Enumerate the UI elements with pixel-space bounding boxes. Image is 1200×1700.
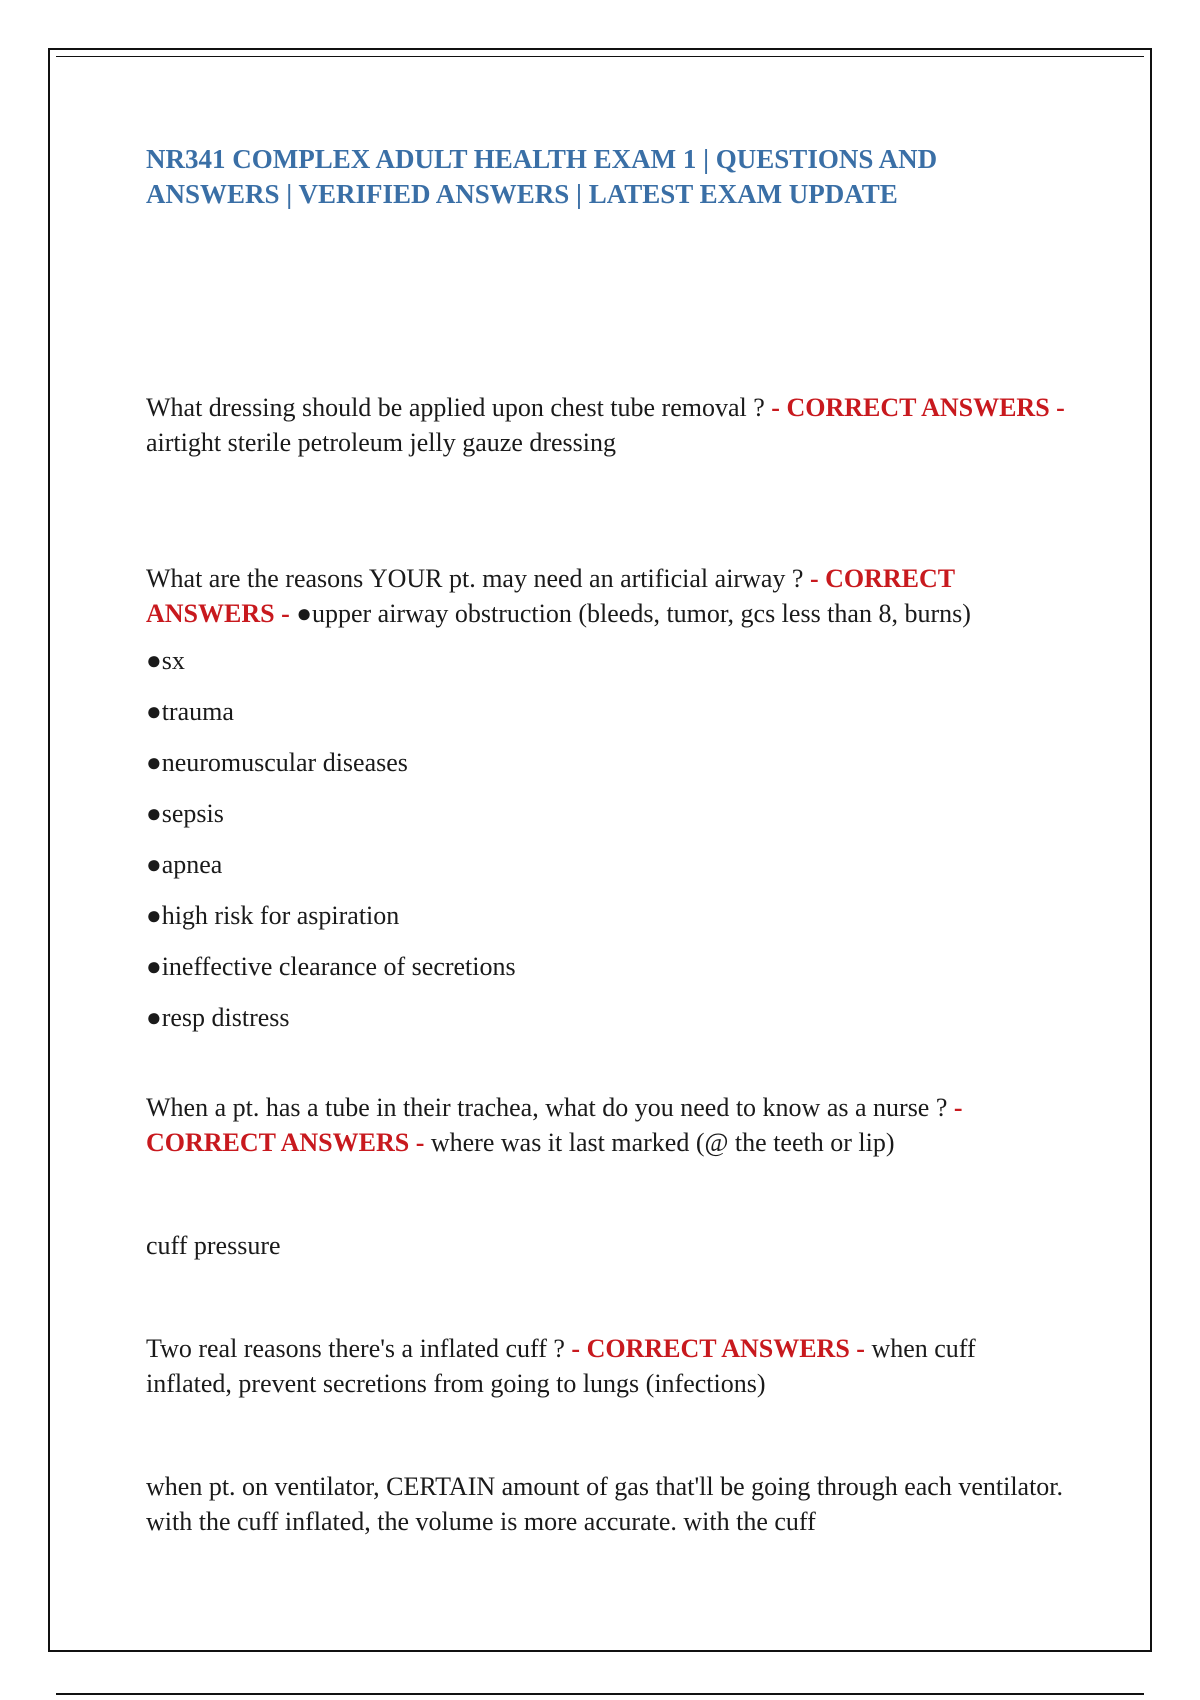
list-item: ●ineffective clearance of secretions	[146, 952, 516, 981]
qa-item-inflated-cuff	[146, 1331, 1066, 1401]
list-item: ●high risk for aspiration	[146, 901, 400, 930]
correct-answers-marker: - CORRECT ANSWERS -	[146, 1093, 963, 1157]
question-text: What dressing should be applied upon chest tube removal ?	[146, 393, 765, 422]
document-content	[146, 142, 1066, 1565]
correct-answers-marker: - CORRECT ANSWERS -	[771, 393, 1065, 422]
answer-text: where was it last marked (@ the teeth or lip)	[430, 1128, 895, 1157]
top-rule	[56, 56, 1144, 57]
correct-answers-marker: - CORRECT ANSWERS -	[146, 564, 955, 628]
list-item: ●apnea	[146, 850, 223, 879]
answer-text: when cuff inflated, prevent secretions from going to lungs (infections)	[146, 1334, 976, 1398]
list-item: ●resp distress	[146, 1003, 290, 1032]
qa-item-chest-tube	[146, 390, 1066, 460]
list-item: ●sepsis	[146, 799, 224, 828]
correct-answers-marker: - CORRECT ANSWERS -	[571, 1334, 865, 1363]
airway-reasons-list	[146, 644, 1066, 1035]
list-item: ●neuromuscular diseases	[146, 748, 408, 777]
question-text: When a pt. has a tube in their trachea, what do you need to know as a nurse ?	[146, 1093, 948, 1122]
paragraph-ventilator: when pt. on ventilator, CERTAIN amount of gas that'll be going through each ventilator. with the cuff inflated, the volume is more accurate. with the cuff	[146, 1472, 1064, 1536]
question-text: What are the reasons YOUR pt. may need an artificial airway ?	[146, 564, 804, 593]
bottom-rule	[56, 1693, 1144, 1695]
question-text: Two real reasons there's a inflated cuff ?	[146, 1334, 565, 1363]
list-item: ●trauma	[146, 697, 234, 726]
qa-item-artificial-airway	[146, 561, 1066, 631]
answer-text: ●upper airway obstruction (bleeds, tumor, gcs less than 8, burns)	[296, 599, 971, 628]
qa-item-trachea-tube	[146, 1090, 1066, 1160]
list-item: ●sx	[146, 646, 185, 675]
paragraph-cuff-pressure: cuff pressure	[146, 1231, 281, 1260]
answer-text: airtight sterile petroleum jelly gauze dressing	[146, 428, 617, 457]
document-title: NR341 COMPLEX ADULT HEALTH EXAM 1 | QUESTIONS AND ANSWERS | VERIFIED ANSWERS | LATEST EXAM UPDATE	[146, 144, 938, 209]
